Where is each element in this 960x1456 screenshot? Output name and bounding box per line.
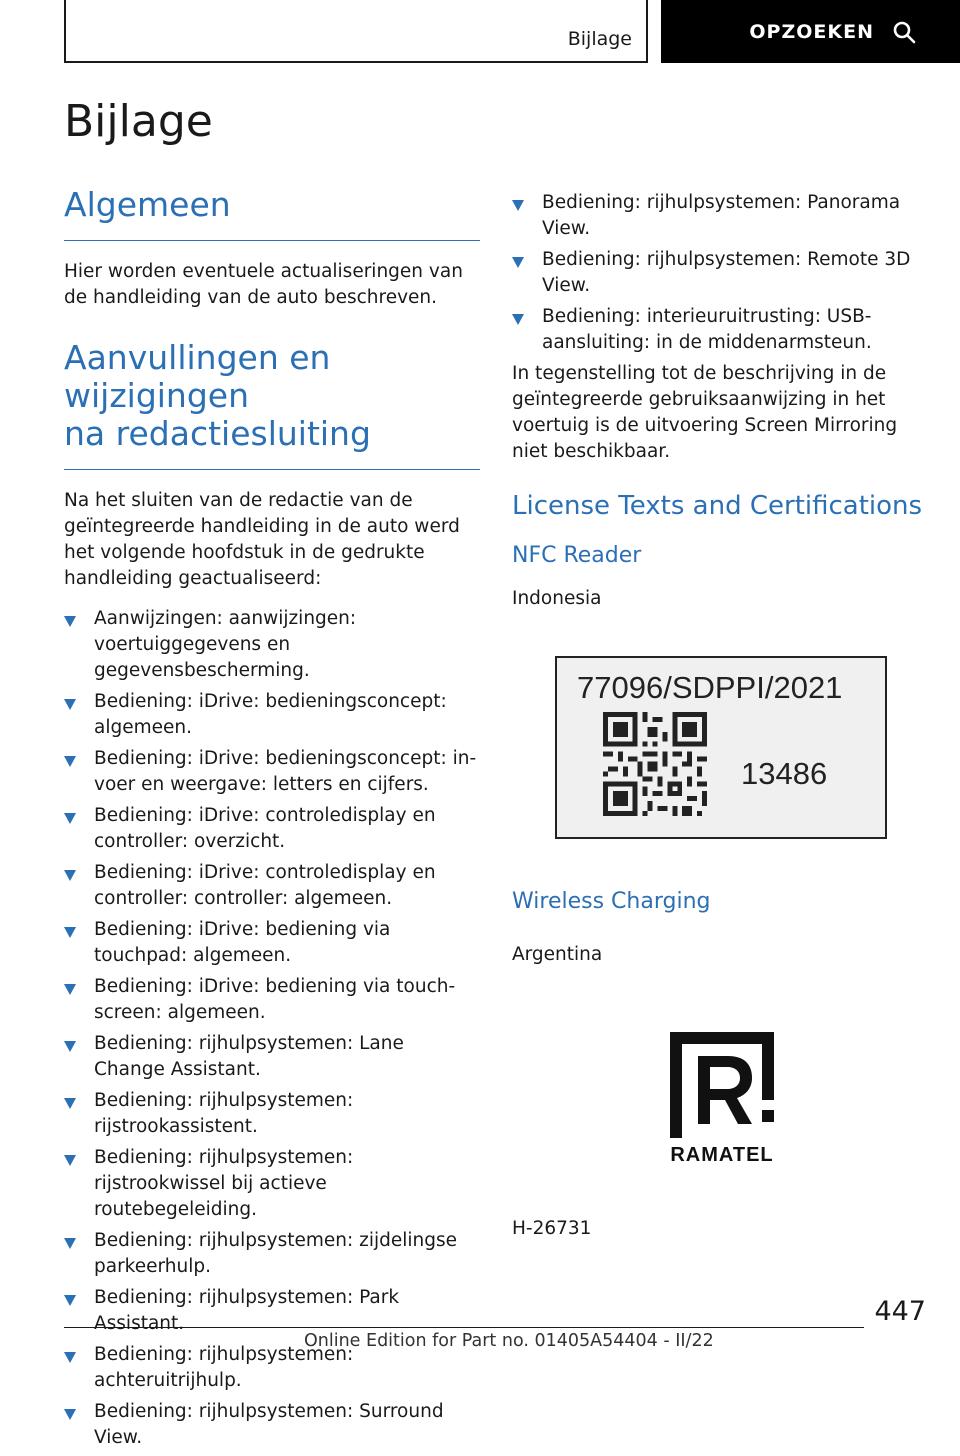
qr-code-icon — [603, 712, 707, 816]
list-item-text: Bediening: rijhulpsystemen: Panorama View. — [542, 192, 901, 239]
bullet-triangle-icon — [64, 927, 76, 938]
header-section-box — [64, 0, 648, 63]
list-item-text: Bediening: rijhulpsystemen: rijstrookwissel bij actieve routebegeleiding. — [94, 1147, 354, 1220]
search-button-label: OPZOEKEN — [749, 20, 874, 43]
bullet-triangle-icon — [512, 200, 524, 211]
nfc-country: Indonesia — [512, 588, 602, 609]
ramatel-logo-text: RAMATEL — [670, 1144, 774, 1166]
additions-heading — [64, 339, 480, 453]
bullet-triangle-icon — [64, 1352, 76, 1363]
ramatel-logo-mark — [668, 1030, 776, 1140]
list-item — [64, 1031, 480, 1083]
list-item-text: Bediening: iDrive: bediening via touchscreen: algemeen. — [94, 976, 456, 1023]
bullet-triangle-icon — [512, 257, 524, 268]
general-text: Hier worden eventuele actualiseringen van de handleiding van de auto beschreven. — [64, 261, 463, 308]
bullet-triangle-icon — [64, 1295, 76, 1306]
list-item — [512, 190, 928, 242]
certificate-code: 77096/SDPPI/2021 — [577, 670, 843, 705]
wireless-heading: Wireless Charging — [512, 889, 711, 914]
bullet-triangle-icon — [64, 1155, 76, 1166]
list-item-text: Bediening: iDrive: controledisplay en controller: overzicht. — [94, 805, 436, 852]
bullet-triangle-icon — [64, 699, 76, 710]
additions-divider — [64, 469, 480, 470]
list-item — [64, 1088, 480, 1140]
footer-edition: Online Edition for Part no. 01405A54404 - II/22 — [304, 1331, 714, 1351]
list-item — [64, 1399, 480, 1451]
search-button[interactable] — [661, 0, 960, 63]
list-item — [64, 606, 480, 684]
certificate-reference: H-26731 — [512, 1218, 592, 1239]
bullet-triangle-icon — [64, 813, 76, 824]
bullet-triangle-icon — [64, 1041, 76, 1052]
wireless-country: Argentina — [512, 944, 603, 965]
list-item — [64, 917, 480, 969]
footer-divider — [64, 1327, 864, 1328]
list-item-text: Bediening: iDrive: bedieningsconcept: algemeen. — [94, 691, 447, 738]
left-column — [64, 186, 480, 1456]
page-number: 447 — [874, 1296, 926, 1327]
list-item-text: Bediening: rijhulpsystemen: Park Assistant. — [94, 1287, 400, 1334]
additions-list-continued — [512, 190, 928, 356]
bullet-triangle-icon — [64, 616, 76, 627]
list-item-text: Bediening: rijhulpsystemen: rijstrookassistent. — [94, 1090, 354, 1137]
list-item-text: Bediening: rijhulpsystemen: achteruitrijhulp. — [94, 1344, 354, 1391]
bullet-triangle-icon — [64, 984, 76, 995]
general-divider — [64, 240, 480, 241]
list-item — [512, 247, 928, 299]
list-item-text: Bediening: iDrive: bedieningsconcept: invoer en weergave: letters en cijfers. — [94, 748, 477, 795]
certificate-number: 13486 — [741, 756, 828, 791]
list-item-text: Bediening: rijhulpsystemen: Surround View. — [94, 1401, 444, 1448]
bullet-triangle-icon — [512, 314, 524, 325]
page-title: Bijlage — [64, 96, 213, 147]
list-item — [64, 1285, 480, 1337]
additions-intro: Na het sluiten van de redactie van de geïntegreerde handleiding in de auto werd het volgende hoofdstuk in de gedrukte handleiding geactualiseerd: — [64, 490, 460, 589]
list-item-text: Bediening: iDrive: controledisplay en controller: controller: algemeen. — [94, 862, 436, 909]
search-icon — [892, 20, 916, 44]
header-section-label: Bijlage — [567, 28, 632, 50]
general-heading: Algemeen — [64, 185, 231, 224]
list-item — [64, 1145, 480, 1223]
list-item — [64, 1228, 480, 1280]
list-item-text: Aanwijzingen: aanwijzingen: voertuiggegevens en gegevensbescherming. — [94, 608, 357, 681]
additions-heading-line1: Aanvullingen en wijzigingen — [64, 338, 331, 415]
screen-mirroring-note: In tegenstelling tot de beschrijving in de geïntegreerde gebruiksaanwijzing in het voertuig is de uitvoering Screen Mirroring niet beschikbaar. — [512, 363, 898, 462]
list-item-text: Bediening: rijhulpsystemen: Lane Change Assistant. — [94, 1033, 404, 1080]
list-item-text: Bediening: rijhulpsystemen: Remote 3D View. — [542, 249, 911, 296]
list-item — [64, 860, 480, 912]
bullet-triangle-icon — [64, 870, 76, 881]
ramatel-logo — [668, 1030, 776, 1168]
list-item — [64, 689, 480, 741]
indonesia-certificate — [555, 656, 887, 839]
list-item-text: Bediening: interieuruitrusting: USB-aansluiting: in de middenarmsteun. — [542, 306, 872, 353]
bullet-triangle-icon — [64, 1238, 76, 1249]
bullet-triangle-icon — [64, 1409, 76, 1420]
right-column — [512, 186, 928, 609]
bullet-triangle-icon — [64, 1098, 76, 1109]
list-item-text: Bediening: rijhulpsystemen: zijdelingse parkeerhulp. — [94, 1230, 457, 1277]
list-item-text: Bediening: iDrive: bediening via touchpad: algemeen. — [94, 919, 391, 966]
bullet-triangle-icon — [64, 756, 76, 767]
list-item — [64, 803, 480, 855]
additions-list — [64, 606, 480, 1451]
nfc-heading: NFC Reader — [512, 543, 642, 568]
list-item — [64, 974, 480, 1026]
list-item — [64, 746, 480, 798]
additions-heading-line2: na redactiesluiting — [64, 414, 371, 453]
license-heading: License Texts and Certifications — [512, 491, 923, 521]
list-item — [512, 304, 928, 356]
